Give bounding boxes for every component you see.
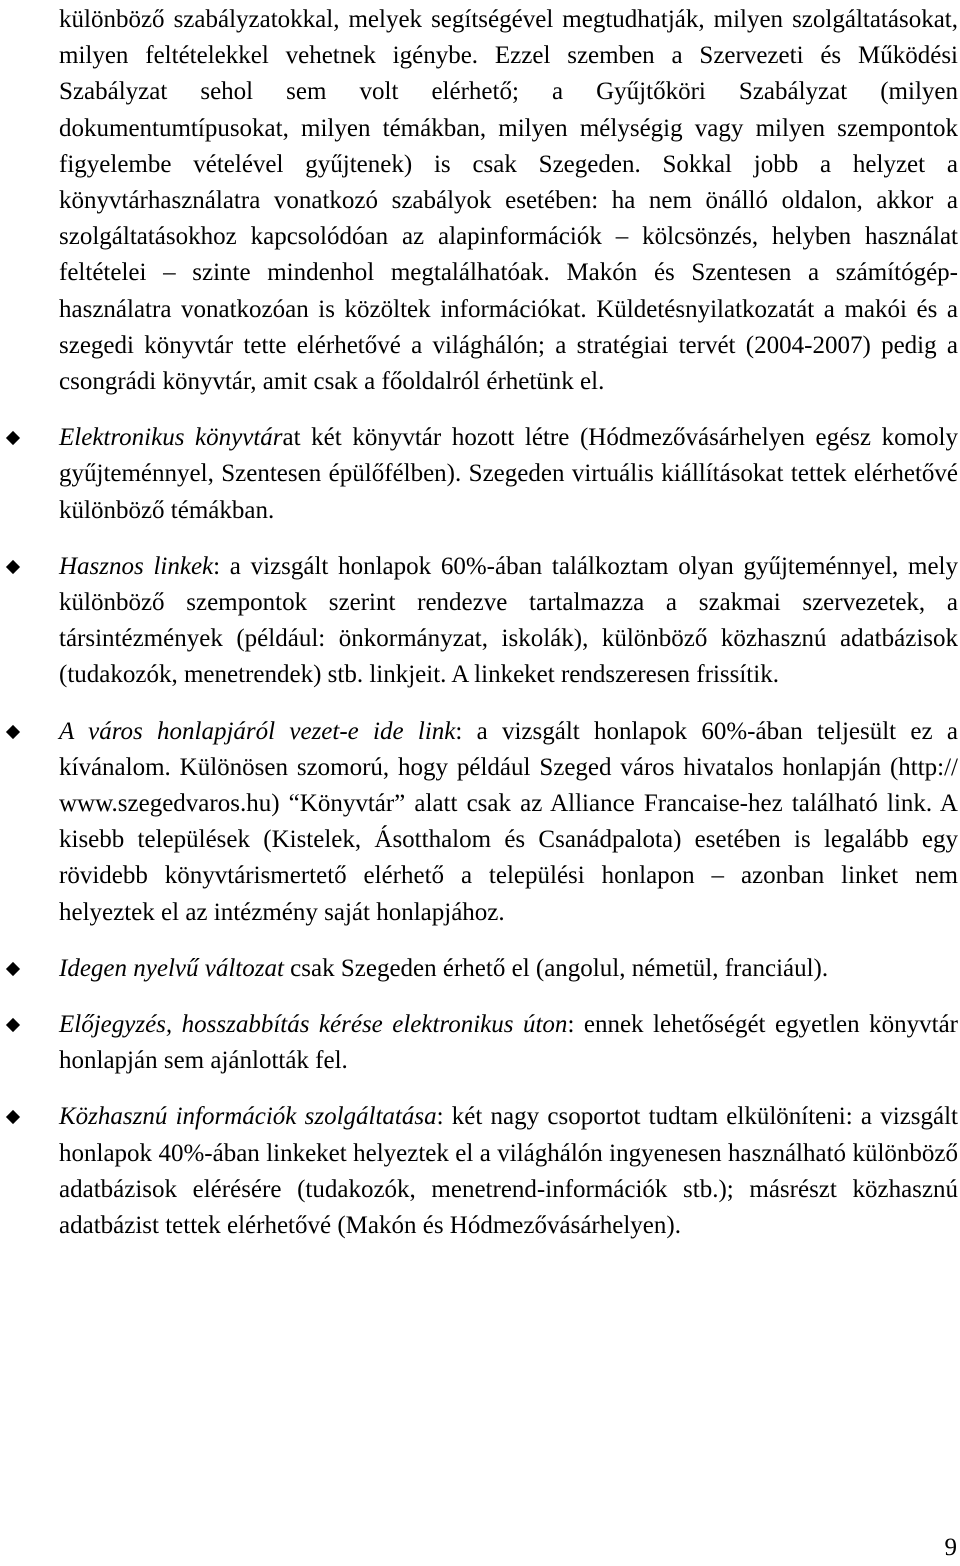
bullet-term: Hasznos linkek: [59, 552, 214, 580]
bullet-item-varos-honlap-link: [59, 714, 958, 931]
bullet-term: Elektronikus könyvtár: [59, 424, 283, 452]
bullet-term: Előjegyzés, hosszabbítás kérése elektronikus úton: [59, 1011, 568, 1039]
diamond-bullet-icon: [6, 962, 20, 976]
bullet-item-elektronikus-konyvtar: [59, 420, 958, 529]
bullet-text: csak Szegeden érhető el (angolul, németül, franciául).: [283, 954, 829, 982]
bullet-term: Közhasznú információk szolgáltatása: [59, 1103, 437, 1131]
bullet-text: : ennek lehetőségét egyetlen könyvtár honlapján sem ajánlották fel.: [59, 1011, 958, 1075]
bullet-item-hasznos-linkek: [59, 549, 958, 694]
document-page: [59, 2, 958, 1244]
bullet-text: : a vizsgált honlapok 60%-ában találkoztam olyan gyűjteménnyel, mely különböző szempontok szerint rendezve tartalmazza a szakmai szervezetek, a társintézmények (például: önkormányzat, iskolák), különböző közhasznú adatbázisok (tudakozók, menetrendek) stb. linkjeit. A linkeket rendszeresen frissítik.: [59, 552, 958, 689]
bullet-text: : a vizsgált honlapok 60%-ában teljesült ez a kívánalom. Különösen szomorú, hogy például Szeged város hivatalos honlapján (http:// www.szegedvaros.hu) “Könyvtár” alatt csak az Alliance Francaise-hez található link. A kisebb települések (Kistelek, Ásotthalom és Csanádpalota) esetében is legalább egy rövidebb könyvtárismertető elérhető a települési honlapon – azonban linket nem helyeztek el az intézmény saját honlapjához.: [59, 717, 958, 926]
bullet-term: Idegen nyelvű változat: [59, 954, 284, 982]
diamond-bullet-icon: [6, 560, 20, 574]
bullet-text: at két könyvtár hozott létre (Hódmezővásárhelyen egész komoly gyűjteménnyel, Szentesen épülőfélben). Szegeden virtuális kiállításokat tettek elérhetővé különböző témákban.: [59, 424, 958, 524]
bullet-item-idegen-nyelvu-valtozat: [59, 951, 958, 987]
bullet-term: A város honlapjáról vezet-e ide link: [59, 717, 456, 745]
intro-paragraph: különböző szabályzatokkal, melyek segítségével megtudhatják, milyen szolgáltatásokat, milyen feltételekkel vehetnek igénybe. Ezzel szemben a Szervezeti és Működési Szabályzat sehol sem volt elérhető; a Gyűjtőköri Szabályzat (milyen dokumentumtípusokat, milyen témákban, milyen mélységig vagy milyen szempontok figyelembe vételével gyűjtenek) is csak Szegeden. Sokkal jobb a helyzet a könyvtárhasználatra vonatkozó szabályok esetében: ha nem önálló oldalon, akkor a szolgáltatásokhoz kapcsolódóan az alapinformációk – kölcsönzés, helyben használat feltételei – szinte mindenhol megtalálhatóak. Makón és Szentesen a számítógép-használatra vonatkozóan is közöltek információkat. Küldetésnyilatkozatát a makói és a szegedi könyvtár tette elérhetővé a világhálón; a stratégiai tervét (2004-2007) pedig a csongrádi könyvtár, amit csak a főoldalról érhetünk el.: [59, 6, 958, 396]
diamond-bullet-icon: [6, 431, 20, 445]
bullet-text: : két nagy csoportot tudtam elkülöníteni: a vizsgált honlapok 40%-ában linkeket helyeztek el a világhálón ingyenesen használható különböző adatbázisok elérésére (tudakozók, menetrend-információk stb.); másrészt közhasznú adatbázist tettek elérhetővé (Makón és Hódmezővásárhelyen).: [59, 1103, 958, 1240]
diamond-bullet-icon: [6, 1110, 20, 1124]
bullet-item-elojegyzes: [59, 1007, 958, 1079]
diamond-bullet-icon: [6, 1018, 20, 1032]
page-number: 9: [944, 1534, 957, 1561]
bullet-item-kozhasznu-informaciok: [59, 1099, 958, 1244]
diamond-bullet-icon: [6, 725, 20, 739]
